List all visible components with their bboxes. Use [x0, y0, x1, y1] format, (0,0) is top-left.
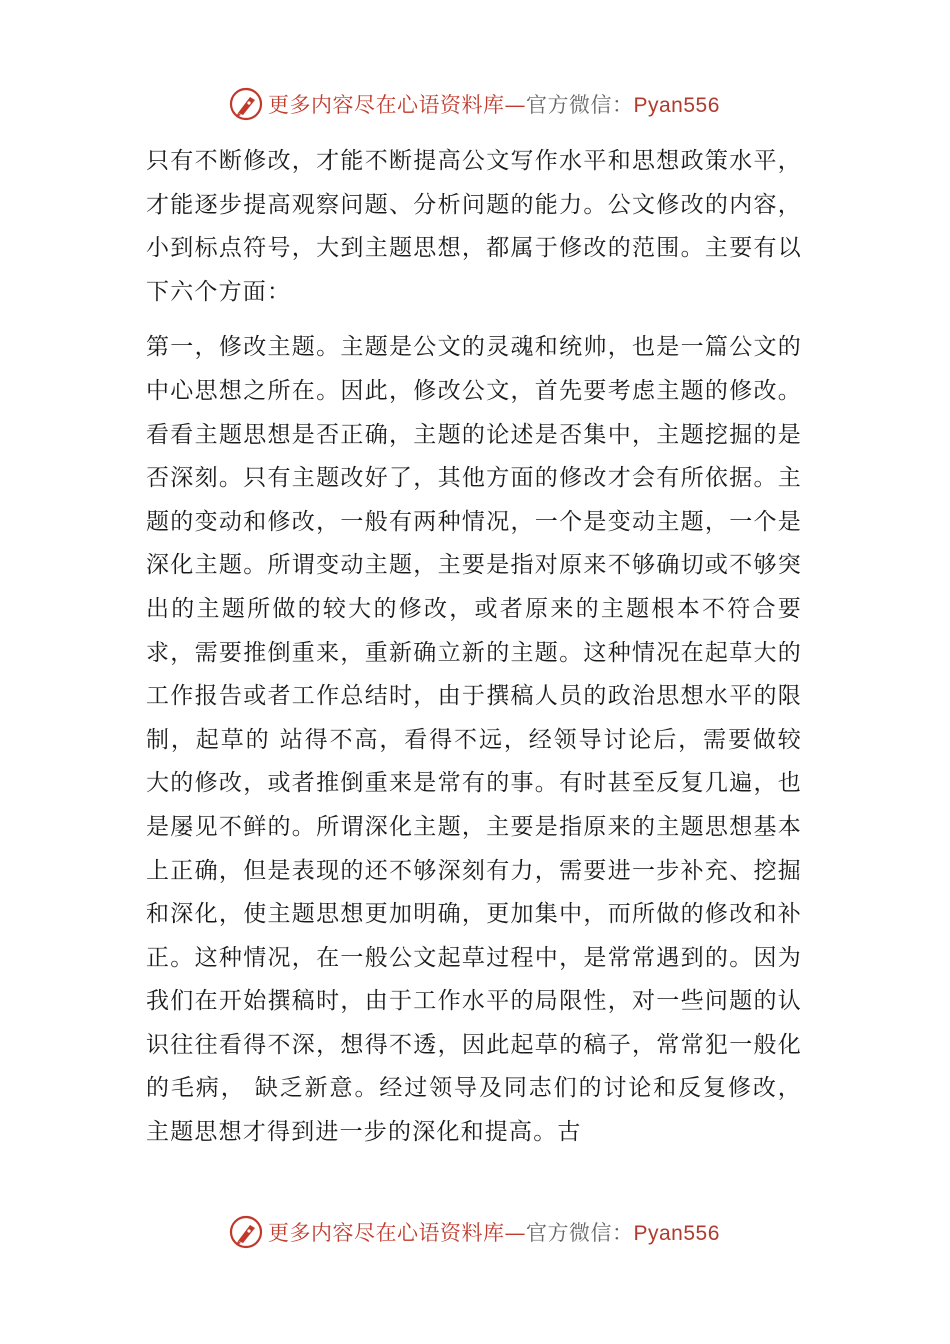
header-banner-separator: — — [504, 93, 526, 117]
footer-banner[interactable] — [228, 1212, 788, 1252]
header-banner-official: 官方微信： — [526, 93, 634, 117]
header-banner-main: 更多内容尽在心语资料库 — [268, 93, 505, 117]
footer-banner-text — [268, 1217, 720, 1247]
document-body — [146, 140, 802, 1155]
footer-banner-contact: Pyan556 — [633, 1222, 720, 1245]
header-banner-text — [268, 89, 720, 119]
footer-banner-main: 更多内容尽在心语资料库 — [268, 1221, 505, 1245]
footer-banner-official: 官方微信： — [526, 1221, 634, 1245]
pen-nib-logo-icon — [228, 1214, 264, 1250]
header-banner[interactable] — [228, 84, 788, 124]
header-banner-contact: Pyan556 — [633, 94, 720, 117]
footer-banner-separator: — — [504, 1221, 526, 1245]
paragraph-intro: 只有不断修改，才能不断提高公文写作水平和思想政策水平，才能逐步提高观察问题、分析问题的能力。公文修改的内容，小到标点符号，大到主题思想，都属于修改的范围。主要有以下六个方面： — [146, 148, 802, 305]
paragraph-theme-revision: 第一，修改主题。主题是公文的灵魂和统帅，也是一篇公文的中心思想之所在。因此，修改公文，首先要考虑主题的修改。看看主题思想是否正确，主题的论述是否集中，主题挖掘的是否深刻。只有主题改好了，其他方面的修改才会有所依据。主题的变动和修改，一般有两种情况，一个是变动主题，一个是深化主题。所谓变动主题，主要是指对原来不够确切或不够突出的主题所做的较大的修改，或者原来的主题根本不符合要求，需要推倒重来，重新确立新的主题。这种情况在起草大的工作报告或者工作总结时，由于撰稿人员的政治思想水平的限制，起草的 站得不高，看得不远，经领导讨论后，需要做较大的修改，或者推倒重来是常有的事。有时甚至反复几遍，也是屡见不鲜的。所谓深化主题，主要是指原来的主题思想基本上正确，但是表现的还不够深刻有力，需要进一步补充、挖掘和深化，使主题思想更加明确，更加集中，而所做的修改和补正。这种情况，在一般公文起草过程中，是常常遇到的。因为我们在开始撰稿时，由于工作水平的局限性，对一些问题的认识往往看得不深，想得不透，因此起草的稿子，常常犯一般化的毛病， 缺乏新意。经过领导及同志们的讨论和反复修改，主题思想才得到进一步的深化和提高。古 — [146, 334, 802, 1146]
pen-nib-logo-icon — [228, 86, 264, 122]
